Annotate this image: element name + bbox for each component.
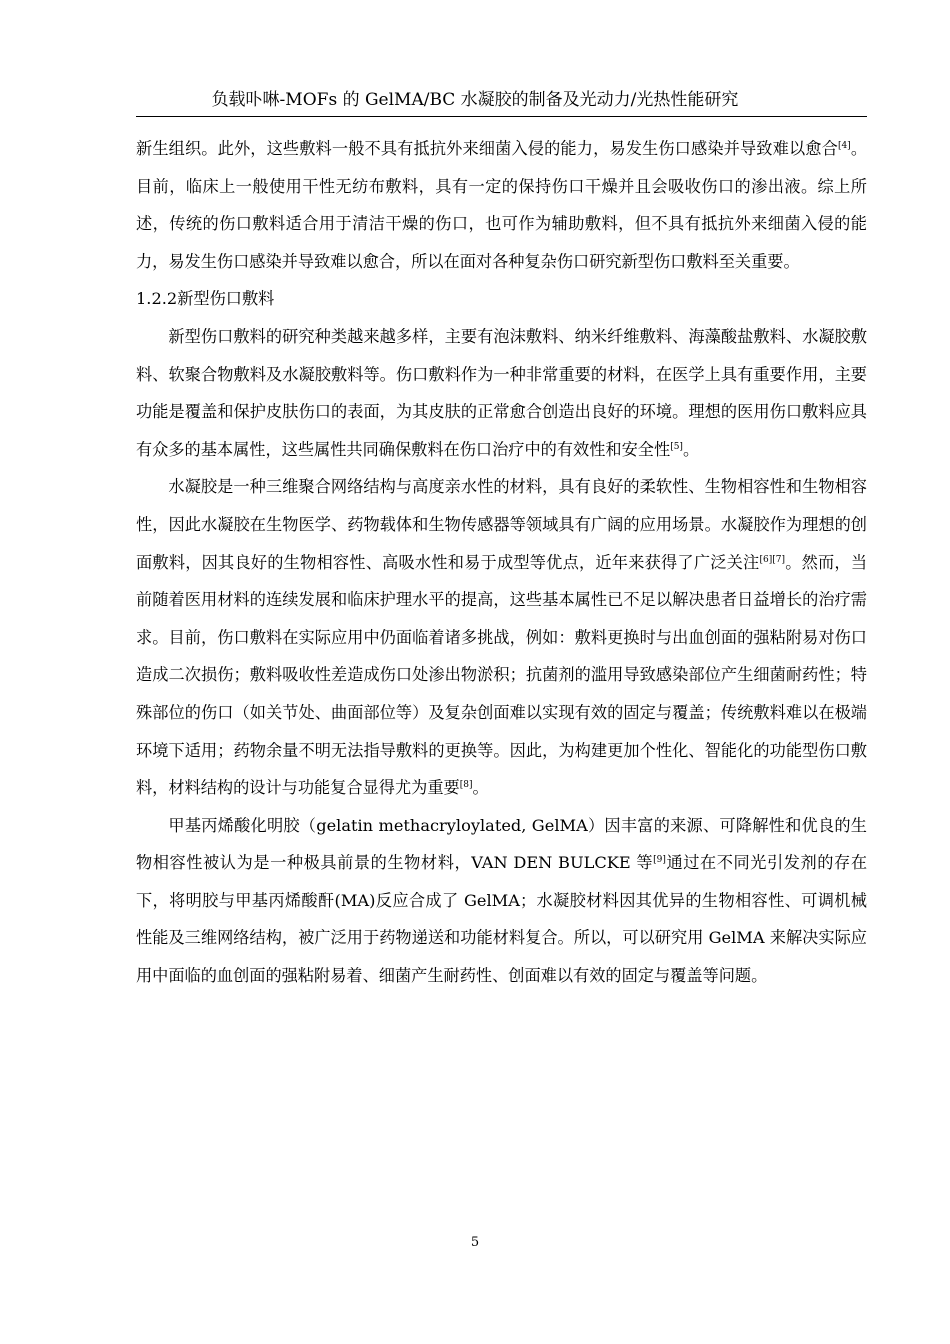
paragraph-text: 甲基丙烯酸化明胶（gelatin methacryloylated, GelMA）因丰富的来源、可降解性和优良的生物相容性被认为是一种极具前景的生物材料，VAN DEN BULCKE 等 [136, 815, 867, 873]
citation: [6][7] [759, 554, 785, 565]
paragraph-text: 。目前，临床上一般使用干性无纺布敷料，具有一定的保持伤口干燥并且会吸收伤口的渗出液。综上所述，传统的伤口敷料适合用于清洁干燥的伤口，也可作为辅助敷料，但不具有抵抗外来细菌入侵的能力，易发生伤口感染并导致难以愈合，所以在面对各种复杂伤口研究新型伤口敷料至关重要。 [136, 139, 868, 271]
section-heading: 1.2.2新型伤口敷料 [136, 289, 275, 309]
citation: [8] [459, 780, 473, 791]
running-header [0, 88, 950, 112]
page-number: 5 [470, 1235, 480, 1250]
paragraph-text: 。 [472, 778, 489, 798]
paragraph-2 [136, 318, 867, 468]
paragraph-text: 新生组织。此外，这些敷料一般不具有抵抗外来细菌入侵的能力，易发生伤口感染并导致难以愈合 [136, 139, 838, 158]
paragraph-text: 水凝胶是一种三维聚合网络结构与高度亲水性的材料，具有良好的柔软性、生物相容性和生物相容性，因此水凝胶在生物医学、药物载体和生物传感器等领域具有广阔的应用场景。水凝胶作为理想的创面敷料，因其良好的生物相容性、高吸水性和易于成型等优点，近年来获得了广泛关注 [136, 477, 867, 572]
paragraph-1 [136, 130, 867, 280]
paragraph-4 [136, 807, 867, 995]
paragraph-text: 通过在不同光引发剂的存在下，将明胶与甲基丙烯酸酐(MA)反应合成了 GelMA；水凝胶材料因其优异的生物相容性、可调机械性能及三维网络结构，被广泛用于药物递送和功能材料复合。所以，可以研究用 GelMA 来解决实际应用中面临的血创面的强粘附易着、细菌产生耐药性、创面难以有效的固定与覆盖等问题。 [136, 853, 868, 986]
paragraph-text: 新型伤口敷料的研究种类越来越多样，主要有泡沫敷料、纳米纤维敷料、海藻酸盐敷料、水凝胶敷料、软聚合物敷料及水凝胶敷料等。伤口敷料作为一种非常重要的材料，在医学上具有重要作用，主要功能是覆盖和保护皮肤伤口的表面，为其皮肤的正常愈合创造出良好的环境。理想的医用伤口敷料应具有众多的基本属性，这些属性共同确保敷料在伤口治疗中的有效性和安全性 [136, 326, 867, 459]
running-header-title: 负载卟啉-MOFs 的 GelMA/BC 水凝胶的制备及光动力/光热性能研究 [211, 90, 739, 110]
paragraph-3 [136, 468, 867, 806]
citation: [5] [670, 441, 683, 452]
citation: [9] [653, 855, 666, 866]
paragraph-text: 。 [682, 439, 700, 459]
header-rule [136, 116, 867, 117]
citation: [4] [837, 141, 851, 151]
body-text [136, 130, 867, 995]
paragraph-text: 。然而，当前随着医用材料的连续发展和临床护理水平的提高，这些基本属性已不足以解决患者日益增长的治疗需求。目前，伤口敷料在实际应用中仍面临着诸多挑战，例如：敷料更换时与出血创面的强粘附易对伤口造成二次损伤；敷料吸收性差造成伤口处渗出物淤积；抗菌剂的滥用导致感染部位产生细菌耐药性；特殊部位的伤口（如关节处、曲面部位等）及复杂创面难以实现有效的固定与覆盖；传统敷料难以在极端环境下适用；药物余量不明无法指导敷料的更换等。因此，为构建更加个性化、智能化的功能型伤口敷料，材料结构的设计与功能复合显得尤为重要 [136, 552, 868, 798]
